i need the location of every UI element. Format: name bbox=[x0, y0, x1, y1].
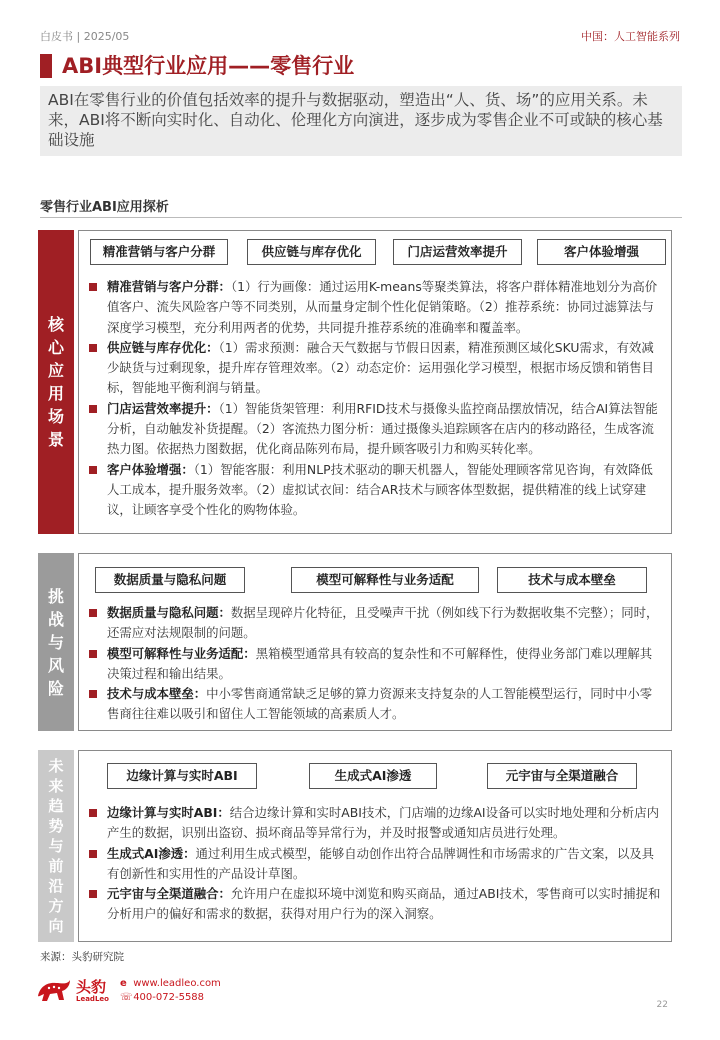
item-text: 中小零售商通常缺乏足够的算力资源来支持复杂的人工智能模型运行，同时中小零售商往往难以吸引和留住人工智能领域的高素质人才。 bbox=[107, 686, 653, 722]
list-item bbox=[89, 603, 661, 644]
block-content bbox=[78, 230, 672, 534]
tag-row bbox=[79, 763, 671, 789]
label-char: 核 bbox=[47, 315, 64, 334]
item-head: 生成式AI渗透： bbox=[107, 845, 196, 861]
tag: 模型可解释性与业务适配 bbox=[291, 567, 479, 593]
item-head: 技术与成本壁垒： bbox=[107, 686, 207, 702]
list-item bbox=[89, 338, 661, 399]
phone-number: 400-072-5588 bbox=[133, 992, 205, 1003]
web-icon: e bbox=[120, 978, 127, 989]
label-char: 应 bbox=[47, 361, 64, 380]
page-number: 22 bbox=[656, 1000, 668, 1010]
label-char: 未 bbox=[48, 757, 64, 775]
page-title-area bbox=[40, 52, 680, 80]
item-head: 模型可解释性与业务适配： bbox=[107, 645, 256, 661]
logo-subtitle: LeadLeo bbox=[76, 995, 109, 1003]
block-future-trends bbox=[38, 750, 672, 942]
tag: 边缘计算与实时ABI bbox=[107, 763, 257, 789]
bullet-square bbox=[89, 405, 97, 413]
item-text: 通过利用生成式模型，能够自动创作出符合品牌调性和市场需求的广告文案，以及具有创新性和实用性的产品设计草图。 bbox=[107, 845, 654, 881]
page-title: ABI典型行业应用——零售行业 bbox=[62, 54, 355, 78]
list-item bbox=[89, 277, 661, 338]
list-item bbox=[89, 884, 661, 925]
block-content bbox=[78, 750, 672, 942]
block-content bbox=[78, 553, 672, 731]
brand-logo bbox=[36, 974, 236, 1010]
label-char: 前 bbox=[48, 857, 64, 875]
phone-icon: ☏ bbox=[120, 992, 133, 1003]
logo-name: 头豹 bbox=[76, 978, 107, 996]
tag: 供应链与库存优化 bbox=[247, 239, 376, 265]
block-label-core bbox=[38, 230, 74, 534]
list-item bbox=[89, 644, 661, 685]
bullet-square bbox=[89, 890, 97, 898]
list-item bbox=[89, 399, 661, 460]
item-list bbox=[89, 803, 661, 925]
item-text: 黑箱模型通常具有较高的复杂性和不可解释性，使得业务部门难以理解其决策过程和输出结果。 bbox=[107, 645, 653, 681]
tag-row bbox=[79, 239, 671, 265]
label-char: 趋 bbox=[48, 797, 64, 815]
item-head: 边缘计算与实时ABI： bbox=[107, 805, 230, 820]
bullet-square bbox=[89, 283, 97, 291]
label-char: 景 bbox=[47, 430, 64, 449]
item-text: 数据呈现碎片化特征，且受噪声干扰（例如线下行为数据收集不完整）；同时，还需应对法规限制的问题。 bbox=[107, 605, 659, 641]
label-char: 险 bbox=[47, 678, 64, 698]
summary-box: ABI在零售行业的价值包括效率的提升与数据驱动，塑造出“人、货、场”的应用关系。未来，ABI将不断向实时化、自动化、伦理化方向演进，逐步成为零售企业不可或缺的核心基础设施 bbox=[40, 86, 682, 156]
label-char: 心 bbox=[47, 338, 64, 357]
tag: 门店运营效率提升 bbox=[393, 239, 522, 265]
item-text: 允许用户在虚拟环境中浏览和购买商品，通过ABI技术，零售商可以实时捕捉和分析用户的偏好和需求的数据，获得对用户行为的深入洞察。 bbox=[107, 886, 661, 922]
item-head: 数据质量与隐私问题： bbox=[107, 605, 231, 620]
item-list bbox=[89, 603, 661, 725]
bullet-square bbox=[89, 344, 97, 352]
block-challenges bbox=[38, 553, 672, 731]
contact-info bbox=[120, 977, 221, 1005]
bullet-square bbox=[89, 609, 97, 617]
header-left: 白皮书 | 2025/05 bbox=[40, 30, 130, 43]
block-label-challenges bbox=[38, 553, 74, 731]
bullet-square bbox=[89, 809, 97, 817]
leopard-icon bbox=[36, 976, 72, 1004]
section-divider bbox=[40, 217, 682, 218]
list-item bbox=[89, 803, 661, 844]
item-text: （1）行为画像：通过运用K-means等聚类算法，将客户群体精准地划分为高价值客户、流失风险客户等不同类别，从而量身定制个性化促销策略。（2）推荐系统：协同过滤算法与深度学习模型，充分利用两者的优势，共同提升推荐系统的准确率和覆盖率。 bbox=[107, 279, 658, 335]
label-char: 场 bbox=[47, 407, 64, 426]
item-text: （1）需求预测：融合天气数据与节假日因素，精准预测区域化SKU需求，有效减少缺货与过剩现象，提升库存管理效率。（2）动态定价：运用强化学习模型，根据市场反馈和销售目标，智能地平衡利润与销量。 bbox=[107, 339, 654, 396]
item-head: 客户体验增强： bbox=[107, 461, 194, 477]
label-char: 方 bbox=[48, 897, 64, 915]
tag-row bbox=[79, 567, 671, 593]
label-char: 与 bbox=[47, 632, 64, 652]
title-accent-bar bbox=[40, 54, 52, 78]
website-link[interactable]: www.leadleo.com bbox=[133, 978, 221, 989]
tag: 客户体验增强 bbox=[537, 239, 666, 265]
section-title: 零售行业ABI应用探析 bbox=[40, 200, 169, 215]
bullet-square bbox=[89, 850, 97, 858]
item-head: 供应链与库存优化： bbox=[107, 339, 219, 355]
item-head: 精准营销与客户分群： bbox=[107, 279, 231, 294]
tag: 元宇宙与全渠道融合 bbox=[487, 763, 637, 789]
bullet-square bbox=[89, 650, 97, 658]
bullet-square bbox=[89, 690, 97, 698]
item-list bbox=[89, 277, 661, 521]
item-text: 结合边缘计算和实时ABI技术，门店端的边缘AI设备可以实时地处理和分析店内产生的数据，识别出盗窃、损坏商品等异常行为，并及时报警或通知店员进行处理。 bbox=[107, 805, 660, 841]
source-note: 来源：头豹研究院 bbox=[40, 951, 124, 963]
bullet-square bbox=[89, 466, 97, 474]
item-head: 元宇宙与全渠道融合： bbox=[107, 886, 231, 902]
label-char: 与 bbox=[48, 837, 64, 855]
label-char: 风 bbox=[47, 655, 64, 675]
tag: 精准营销与客户分群 bbox=[90, 239, 228, 265]
label-char: 沿 bbox=[48, 877, 64, 895]
label-char: 战 bbox=[47, 609, 64, 629]
block-core-scenarios bbox=[38, 230, 672, 534]
tag: 生成式AI渗透 bbox=[309, 763, 437, 789]
label-char: 向 bbox=[48, 917, 64, 935]
label-char: 用 bbox=[47, 384, 64, 403]
list-item bbox=[89, 460, 661, 521]
item-text: （1）智能客服：利用NLP技术驱动的聊天机器人，智能处理顾客常见咨询，有效降低人工成本，提升服务效率。（2）虚拟试衣间：结合AR技术与顾客体型数据，提供精准的线上试穿建议，让顾客享受个性化的购物体验。 bbox=[107, 461, 653, 518]
header-right: 中国：人工智能系列 bbox=[581, 30, 680, 43]
item-text: （1）智能货架管理：利用RFID技术与摄像头监控商品摆放情况，结合AI算法智能分析，自动触发补货提醒。（2）客流热力图分析：通过摄像头追踪顾客在店内的移动路径，生成客流热力图。依据热力图数据，优化商品陈列布局，提升顾客吸引力和购买转化率。 bbox=[107, 400, 658, 457]
list-item bbox=[89, 684, 661, 725]
list-item bbox=[89, 844, 661, 885]
label-char: 来 bbox=[48, 777, 64, 795]
label-char: 势 bbox=[48, 817, 64, 835]
label-char: 挑 bbox=[47, 586, 64, 606]
item-head: 门店运营效率提升： bbox=[107, 400, 219, 416]
tag: 数据质量与隐私问题 bbox=[95, 567, 245, 593]
tag: 技术与成本壁垒 bbox=[497, 567, 647, 593]
page-header bbox=[40, 28, 680, 46]
block-label-future bbox=[38, 750, 74, 942]
